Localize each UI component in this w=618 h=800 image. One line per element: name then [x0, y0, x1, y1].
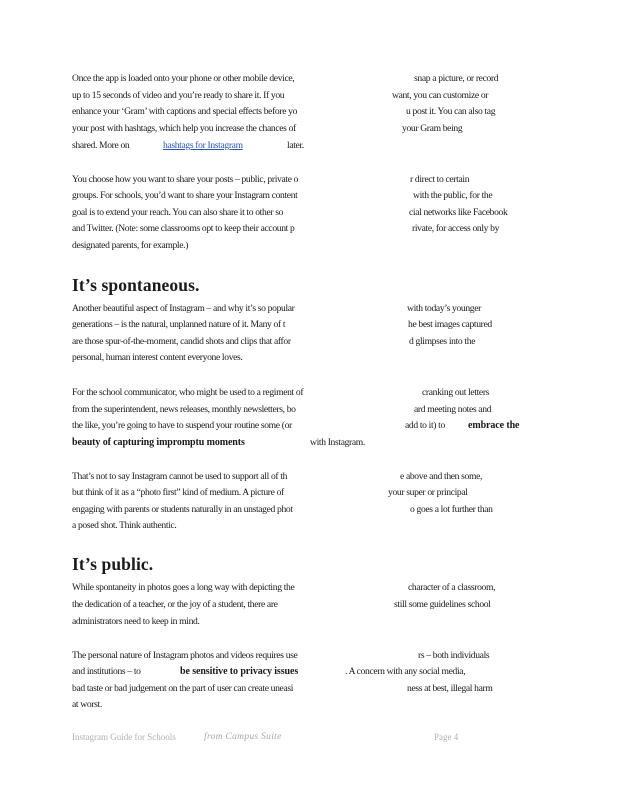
text-line [0, 334, 618, 350]
text-fragment: cial networks like Facebook [409, 207, 508, 218]
text-line [0, 205, 618, 221]
footer-page-number: Page 4 [434, 732, 459, 742]
text-line [0, 402, 618, 418]
text-fragment: While spontaneity in photos goes a long way with depicting the [72, 582, 295, 593]
text-fragment: personal, human interest content everyone loves. [72, 352, 243, 363]
footer-publisher: from Campus Suite [204, 732, 282, 742]
text-fragment: with Instagram. [310, 437, 365, 448]
text-fragment: bad taste or bad judgement on the part of user can create uneasi [72, 683, 294, 694]
text-line [0, 485, 618, 501]
bold-phrase: embrace the [468, 420, 520, 431]
text-fragment: with the public, for the [413, 190, 493, 201]
text-fragment: u post it. You can also tag [406, 106, 496, 117]
text-fragment: engaging with parents or students naturally in an unstaged phot [72, 504, 293, 515]
bold-phrase: be sensitive to privacy issues [180, 666, 299, 677]
text-line [0, 121, 618, 137]
text-fragment: the like, you’re going to have to suspend your routine some (or [72, 420, 292, 431]
text-fragment: with today’s younger [407, 303, 482, 314]
text-line [0, 697, 618, 713]
text-fragment: your super or principal [388, 487, 468, 498]
text-fragment: and Twitter. (Note: some classrooms opt to keep their account p [72, 223, 295, 234]
text-fragment: your post with hashtags, which help you increase the chances of [72, 123, 296, 134]
text-line [0, 188, 618, 204]
text-fragment: o goes a lot further than [410, 504, 493, 515]
text-fragment: he best images captured [408, 319, 492, 330]
text-line [0, 238, 618, 254]
text-fragment: want, you can customize or [392, 90, 489, 101]
text-fragment: rs – both individuals [418, 650, 490, 661]
text-fragment: d glimpses into the [409, 336, 476, 347]
text-fragment: ness at best, illegal harm [407, 683, 493, 694]
text-line [0, 580, 618, 596]
text-fragment: still some guidelines school [394, 599, 491, 610]
text-fragment: enhance your ‘Gram’ with captions and special effects before yo [72, 106, 298, 117]
text-line [0, 502, 618, 518]
text-fragment: r direct to certain [410, 174, 470, 185]
text-fragment: shared. More on [72, 140, 130, 151]
text-fragment: snap a picture, or record [414, 73, 499, 84]
text-fragment: the dedication of a teacher, or the joy of a student, there are [72, 599, 278, 610]
text-fragment: Once the app is loaded onto your phone or other mobile device, [72, 73, 295, 84]
text-fragment: a posed shot. Think authentic. [72, 520, 177, 531]
section-heading-spontaneous: It’s spontaneous. [72, 275, 200, 295]
text-fragment: groups. For schools, you’d want to share your Instagram content [72, 190, 298, 201]
text-fragment: from the superintendent, news releases, monthly newsletters, bo [72, 404, 296, 415]
text-fragment: . A concern with any social media, [345, 666, 466, 677]
text-fragment: generations – is the natural, unplanned nature of it. Many of t [72, 319, 286, 330]
text-fragment: administrators need to keep in mind. [72, 616, 200, 627]
text-fragment: are those spur-of-the-moment, candid shots and clips that affor [72, 336, 291, 347]
text-fragment: later. [287, 140, 304, 151]
text-fragment: goal is to extend your reach. You can also share it to other so [72, 207, 284, 218]
text-fragment: ard meeting notes and [414, 404, 492, 415]
text-line [0, 71, 618, 87]
text-line [0, 597, 618, 613]
text-line [0, 435, 618, 451]
text-fragment: e above and then some, [400, 471, 483, 482]
text-fragment: but think of it as a “photo first” kind of medium. A picture of [72, 487, 284, 498]
text-line [0, 301, 618, 317]
text-line [0, 88, 618, 104]
text-fragment: your Gram being [402, 123, 463, 134]
text-line [0, 518, 618, 534]
text-fragment: and institutions – to [72, 666, 141, 677]
bold-phrase: beauty of capturing impromptu moments [72, 437, 245, 448]
text-line [0, 681, 618, 697]
hashtags-link[interactable]: hashtags for Instagram [163, 140, 243, 151]
section-heading-public: It’s public. [72, 554, 154, 574]
text-line [0, 138, 618, 154]
text-fragment: up to 15 seconds of video and you’re ready to share it. If you [72, 90, 285, 101]
text-line [0, 664, 618, 680]
text-line [0, 350, 618, 366]
text-fragment: at worst. [72, 699, 102, 710]
text-fragment: add to it) to [405, 420, 445, 431]
text-fragment: The personal nature of Instagram photos and videos requires use [72, 650, 298, 661]
text-line [0, 104, 618, 120]
text-fragment: You choose how you want to share your posts – public, private o [72, 174, 299, 185]
text-line [0, 172, 618, 188]
footer-doc-title: Instagram Guide for Schools [72, 732, 176, 742]
text-line [0, 385, 618, 401]
text-line [0, 648, 618, 664]
text-line [0, 221, 618, 237]
text-fragment: Another beautiful aspect of Instagram – and why it’s so popular [72, 303, 295, 314]
text-fragment: character of a classroom, [408, 582, 496, 593]
text-line [0, 418, 618, 434]
text-fragment: cranking out letters [422, 387, 490, 398]
text-fragment: For the school communicator, who might be used to a regiment of [72, 387, 304, 398]
text-line [0, 317, 618, 333]
text-line [0, 469, 618, 485]
text-fragment: rivate, for access only by [412, 223, 500, 234]
text-fragment: That’s not to say Instagram cannot be used to support all of th [72, 471, 288, 482]
text-line [0, 614, 618, 630]
text-fragment: designated parents, for example.) [72, 240, 189, 251]
